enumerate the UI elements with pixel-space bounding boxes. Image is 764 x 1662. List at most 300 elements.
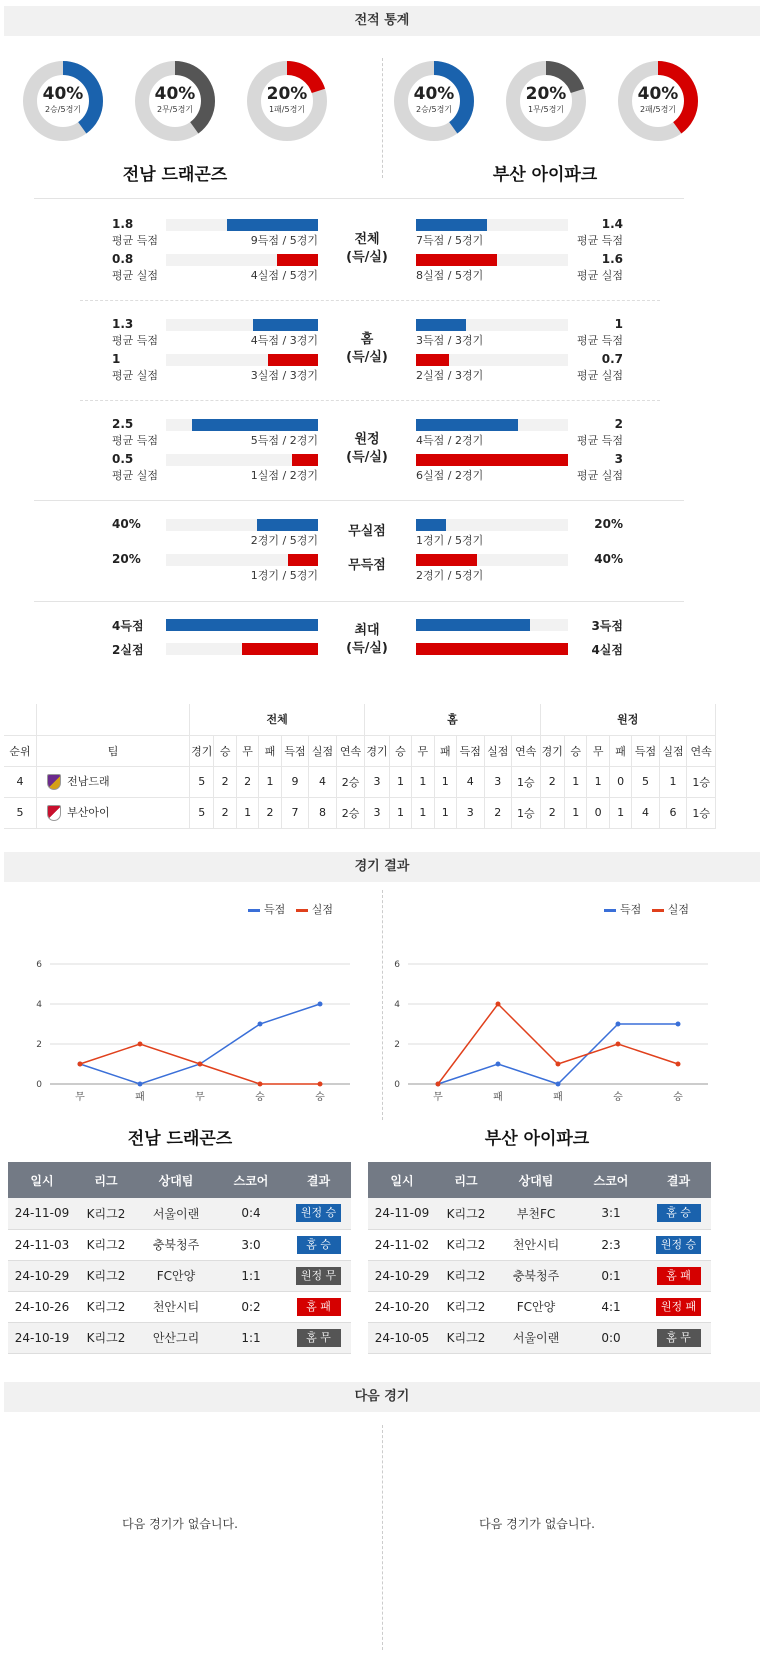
standings-cell: 3 [365, 797, 389, 828]
result-score: 0:0 [576, 1322, 646, 1353]
away-goals-line-chart [388, 950, 718, 1110]
y-tick-label: 0 [394, 1080, 400, 1090]
right-bar-fill [416, 254, 497, 266]
result-opp: FC안양 [496, 1291, 576, 1322]
results-col-header: 리그 [76, 1162, 136, 1198]
left-label: 평균 실점 [112, 469, 159, 482]
left-bar-fill [192, 419, 318, 431]
donut-record: 1패/5경기 [268, 105, 306, 114]
y-tick-label: 0 [36, 1080, 42, 1090]
results-row [368, 1291, 711, 1322]
right-detail: 6실점 / 2경기 [416, 469, 484, 482]
data-point-scored [258, 1022, 263, 1027]
standings-col-header: 패 [434, 735, 456, 766]
standings-team [37, 766, 190, 797]
standings-col-header: 무 [236, 735, 258, 766]
result-score: 0:4 [216, 1198, 286, 1229]
right-bar-fill [416, 319, 466, 331]
data-point-scored [318, 1002, 323, 1007]
standings-col-header: 팀 [37, 735, 190, 766]
team-crest-icon [47, 774, 61, 790]
data-point-conceded [676, 1062, 681, 1067]
standings-col-header: 무 [587, 735, 609, 766]
standings-col-header: 승 [214, 735, 236, 766]
standings-cell: 3 [457, 797, 485, 828]
left-bar-fill [288, 554, 318, 566]
y-tick-label: 6 [36, 960, 42, 970]
standings-col-header: 연속 [687, 735, 716, 766]
result-score: 0:1 [576, 1260, 646, 1291]
result-league: K리그2 [76, 1198, 136, 1229]
donut-chart [615, 58, 701, 144]
x-tick-label: 패 [135, 1092, 145, 1103]
left-bar-track [166, 619, 318, 631]
separator [34, 500, 684, 501]
right-bar-fill [416, 354, 449, 366]
standings-cell: 1 [609, 797, 631, 828]
right-detail: 8실점 / 5경기 [416, 269, 484, 282]
x-tick-label: 패 [493, 1092, 503, 1103]
left-detail: 5득점 / 2경기 [250, 434, 318, 447]
left-bar-fill [242, 643, 318, 655]
right-label: 평균 득점 [576, 434, 623, 447]
result-badge: 원정 승 [296, 1204, 341, 1222]
result-badge: 원정 패 [656, 1298, 701, 1316]
result-score: 1:1 [216, 1260, 286, 1291]
donut-percent: 40% [637, 84, 679, 104]
result-score: 3:0 [216, 1229, 286, 1260]
right-value: 0.7 [601, 352, 623, 366]
left-value: 40% [112, 517, 141, 531]
standings-rank: 5 [4, 797, 37, 828]
data-point-scored [496, 1062, 501, 1067]
donut-chart [20, 58, 106, 144]
section-header-next: 다음 경기 [4, 1382, 760, 1412]
donut-chart [391, 58, 477, 144]
standings-group-0: 전체 [190, 704, 365, 735]
result-badge: 홈 무 [297, 1329, 341, 1347]
left-detail: 4실점 / 5경기 [250, 269, 318, 282]
left-bar-track [166, 454, 318, 466]
standings-group-1: 홈 [365, 704, 540, 735]
results-col-header: 스코어 [576, 1162, 646, 1198]
left-bar-track [166, 419, 318, 431]
data-point-conceded [616, 1042, 621, 1047]
left-label: 평균 득점 [112, 334, 159, 347]
standings-cell: 1승 [512, 797, 541, 828]
donut-record: 2승/5경기 [44, 105, 82, 114]
result-outcome [646, 1291, 711, 1322]
result-badge: 홈 승 [297, 1236, 341, 1254]
away-results-title: 부산 아이파크 [484, 1129, 590, 1149]
x-tick-label: 승 [315, 1092, 325, 1103]
results-header-row [8, 1162, 351, 1198]
left-bar-track [166, 319, 318, 331]
y-tick-label: 4 [36, 1000, 42, 1010]
standings-cell: 8 [309, 797, 337, 828]
results-col-header: 상대팀 [496, 1162, 576, 1198]
result-badge: 원정 무 [296, 1267, 341, 1285]
standings-col-header: 패 [609, 735, 631, 766]
result-opp: 부천FC [496, 1198, 576, 1229]
data-point-scored [676, 1022, 681, 1027]
standings-cell: 1 [389, 797, 411, 828]
result-league: K리그2 [76, 1260, 136, 1291]
right-bar-track [416, 554, 568, 566]
center-label: 전체 [354, 232, 380, 247]
standings-group-row [4, 704, 716, 735]
result-league: K리그2 [76, 1322, 136, 1353]
center-label: (득/실) [346, 450, 388, 465]
right-value: 2 [614, 417, 623, 431]
donut-chart [503, 58, 589, 144]
standings-col-header: 연속 [512, 735, 541, 766]
result-outcome [286, 1229, 351, 1260]
results-row [368, 1322, 711, 1353]
center-label: 홈 [360, 332, 374, 347]
left-detail: 4득점 / 3경기 [250, 334, 318, 347]
standings-col-header: 승 [389, 735, 411, 766]
standings-cell: 1 [389, 766, 411, 797]
right-value: 20% [594, 517, 623, 531]
result-opp: 서울이랜 [496, 1322, 576, 1353]
team-crest-icon [47, 805, 61, 821]
result-opp: 충북청주 [496, 1260, 576, 1291]
x-tick-label: 무 [433, 1092, 443, 1103]
data-point-conceded [198, 1062, 203, 1067]
left-bar-fill [257, 519, 318, 531]
left-bar-track [166, 554, 318, 566]
x-tick-label: 승 [673, 1092, 683, 1103]
right-bar-track [416, 254, 568, 266]
right-bar-fill [416, 643, 568, 655]
result-outcome [286, 1291, 351, 1322]
right-bar-fill [416, 219, 487, 231]
standings-cell: 1 [434, 797, 456, 828]
donut-percent: 40% [154, 84, 196, 104]
standings-cell: 1 [259, 766, 281, 797]
standings-cell: 2 [540, 797, 564, 828]
right-bar-track [416, 619, 568, 631]
left-bar-fill [292, 454, 318, 466]
right-bar-track [416, 354, 568, 366]
left-label: 평균 득점 [112, 434, 159, 447]
left-bar-track [166, 354, 318, 366]
y-tick-label: 4 [394, 1000, 400, 1010]
standings-cell: 1 [659, 766, 687, 797]
separator [34, 601, 684, 602]
result-league: K리그2 [76, 1291, 136, 1322]
center-label: (득/실) [346, 641, 388, 656]
x-tick-label: 승 [255, 1092, 265, 1103]
home-results-table [8, 1162, 351, 1354]
result-outcome [646, 1229, 711, 1260]
x-tick-label: 무 [75, 1092, 85, 1103]
right-bar-fill [416, 419, 518, 431]
left-bar-track [166, 519, 318, 531]
result-badge: 홈 패 [297, 1298, 341, 1316]
standings-cell: 3 [365, 766, 389, 797]
results-col-header: 리그 [436, 1162, 496, 1198]
standings-col-header: 패 [259, 735, 281, 766]
results-col-header: 결과 [286, 1162, 351, 1198]
right-value: 1.6 [601, 252, 623, 266]
legend-scored: 득점 [264, 903, 286, 916]
result-date: 24-11-03 [8, 1229, 76, 1260]
left-value: 0.8 [112, 252, 134, 266]
legend-conceded: 실점 [667, 903, 690, 916]
y-tick-label: 2 [36, 1040, 42, 1050]
standings-col-header: 순위 [4, 735, 37, 766]
right-value: 1 [614, 317, 623, 331]
legend-swatch-scored [248, 909, 260, 912]
result-score: 0:2 [216, 1291, 286, 1322]
donut-percent: 40% [42, 84, 84, 104]
left-value: 4득점 [112, 619, 144, 633]
result-league: K리그2 [436, 1291, 496, 1322]
left-value: 2실점 [112, 643, 144, 657]
standings-cell: 1 [434, 766, 456, 797]
left-bar-track [166, 643, 318, 655]
standings-cell: 3 [484, 766, 512, 797]
result-date: 24-10-29 [8, 1260, 76, 1291]
result-score: 3:1 [576, 1198, 646, 1229]
left-detail: 2경기 / 5경기 [250, 534, 318, 547]
left-value: 1 [112, 352, 121, 366]
result-score: 4:1 [576, 1291, 646, 1322]
away-results-table [368, 1162, 711, 1354]
home-results-title: 전남 드래곤즈 [127, 1129, 233, 1149]
standings-cell: 4 [309, 766, 337, 797]
center-label: (득/실) [346, 250, 388, 265]
result-outcome [286, 1198, 351, 1229]
right-value: 3 [614, 452, 623, 466]
away-team-title: 부산 아이파크 [492, 165, 598, 185]
results-row [8, 1229, 351, 1260]
left-bar-fill [268, 354, 318, 366]
donut-percent: 20% [525, 84, 567, 104]
chart-legend-home [248, 901, 333, 917]
right-bar-fill [416, 519, 446, 531]
standings-table [4, 704, 716, 829]
results-row [8, 1322, 351, 1353]
right-detail: 4득점 / 2경기 [416, 434, 484, 447]
standings-col-header: 승 [565, 735, 587, 766]
right-label: 평균 득점 [576, 334, 623, 347]
divider [382, 890, 383, 1120]
section-header-stats: 전적 통계 [4, 6, 760, 36]
right-detail: 2실점 / 3경기 [416, 369, 484, 382]
separator [34, 198, 684, 199]
data-point-conceded [318, 1082, 323, 1087]
standings-cell: 0 [587, 797, 609, 828]
standings-cell: 2승 [336, 797, 365, 828]
standings-cell: 1 [587, 766, 609, 797]
results-row [368, 1198, 711, 1229]
section-header-results: 경기 결과 [4, 852, 760, 882]
standings-col-header: 득점 [281, 735, 309, 766]
donut-record: 1무/5경기 [527, 105, 565, 114]
result-badge: 원정 승 [656, 1236, 701, 1254]
result-league: K리그2 [436, 1198, 496, 1229]
standings-row [4, 797, 716, 828]
left-value: 0.5 [112, 452, 134, 466]
left-label: 평균 득점 [112, 234, 159, 247]
data-point-scored [556, 1082, 561, 1087]
y-tick-label: 6 [394, 960, 400, 970]
standings-rank: 4 [4, 766, 37, 797]
left-bar-fill [277, 254, 318, 266]
left-detail: 1경기 / 5경기 [250, 569, 318, 582]
standings-cell: 2 [540, 766, 564, 797]
result-date: 24-10-26 [8, 1291, 76, 1322]
right-bar-track [416, 519, 568, 531]
standings-cell: 1 [412, 766, 434, 797]
standings-col-header: 경기 [190, 735, 214, 766]
standings-col-header: 실점 [659, 735, 687, 766]
standings-empty-cell [4, 704, 37, 735]
left-bar-track [166, 254, 318, 266]
result-opp: 천안시티 [136, 1291, 216, 1322]
standings-col-header: 경기 [365, 735, 389, 766]
results-header-row [368, 1162, 711, 1198]
x-tick-label: 패 [553, 1092, 563, 1103]
left-bar-track [166, 219, 318, 231]
left-value: 1.8 [112, 217, 134, 231]
left-detail: 9득점 / 5경기 [250, 234, 318, 247]
right-bar-fill [416, 619, 530, 631]
left-detail: 1실점 / 2경기 [250, 469, 318, 482]
right-bar-track [416, 219, 568, 231]
result-date: 24-10-05 [368, 1322, 436, 1353]
donut-record: 2패/5경기 [639, 105, 677, 114]
left-detail: 3실점 / 3경기 [250, 369, 318, 382]
left-bar-fill [227, 219, 318, 231]
standings-header-row [4, 735, 716, 766]
standings-col-header: 경기 [540, 735, 564, 766]
right-label: 평균 실점 [576, 469, 623, 482]
data-point-conceded [436, 1082, 441, 1087]
standings-cell: 5 [190, 766, 214, 797]
standings-col-header: 실점 [309, 735, 337, 766]
results-col-header: 결과 [646, 1162, 711, 1198]
result-opp: 천안시티 [496, 1229, 576, 1260]
results-col-header: 일시 [8, 1162, 76, 1198]
right-bar-fill [416, 554, 477, 566]
standings-col-header: 실점 [484, 735, 512, 766]
left-bar-fill [166, 619, 318, 631]
data-point-scored [138, 1082, 143, 1087]
standings-cell: 4 [457, 766, 485, 797]
result-opp: 충북청주 [136, 1229, 216, 1260]
result-opp: FC안양 [136, 1260, 216, 1291]
away-no-next-match: 다음 경기가 없습니다. [479, 1517, 595, 1531]
donut-record: 2승/5경기 [415, 105, 453, 114]
result-badge: 홈 무 [657, 1329, 701, 1347]
result-outcome [286, 1260, 351, 1291]
legend-swatch-conceded [296, 909, 308, 912]
right-bar-fill [416, 454, 568, 466]
standings-cell: 2 [214, 766, 236, 797]
separator [80, 400, 660, 401]
right-value: 3득점 [591, 619, 623, 633]
divider [382, 58, 383, 178]
right-label: 평균 실점 [576, 369, 623, 382]
standings-cell: 7 [281, 797, 309, 828]
team-name: 전남드래 [67, 775, 110, 788]
donut-percent: 20% [266, 84, 308, 104]
chart-legend-away [604, 901, 689, 917]
result-date: 24-11-09 [8, 1198, 76, 1229]
right-value: 1.4 [601, 217, 623, 231]
data-point-conceded [138, 1042, 143, 1047]
standings-cell: 2 [484, 797, 512, 828]
standings-cell: 1 [412, 797, 434, 828]
standings-group-2: 원정 [540, 704, 715, 735]
data-point-scored [616, 1022, 621, 1027]
right-bar-track [416, 643, 568, 655]
result-league: K리그2 [436, 1229, 496, 1260]
standings-cell: 5 [632, 766, 660, 797]
results-col-header: 상대팀 [136, 1162, 216, 1198]
standings-cell: 1 [236, 797, 258, 828]
standings-cell: 6 [659, 797, 687, 828]
center-label: 무실점 [348, 524, 386, 539]
result-score: 1:1 [216, 1322, 286, 1353]
legend-conceded: 실점 [311, 903, 334, 916]
results-row [8, 1260, 351, 1291]
center-label: 최대 [354, 623, 380, 638]
donut-percent: 40% [413, 84, 455, 104]
data-point-conceded [556, 1062, 561, 1067]
standings-cell: 1승 [512, 766, 541, 797]
result-badge: 홈 승 [657, 1204, 701, 1222]
donut-chart [132, 58, 218, 144]
legend-swatch-conceded [652, 909, 664, 912]
standings-col-header: 득점 [632, 735, 660, 766]
standings-col-header: 득점 [457, 735, 485, 766]
center-label: 무득점 [348, 558, 386, 573]
standings-cell: 2승 [336, 766, 365, 797]
standings-empty-cell [37, 704, 190, 735]
right-detail: 1경기 / 5경기 [416, 534, 484, 547]
y-tick-label: 2 [394, 1040, 400, 1050]
right-detail: 2경기 / 5경기 [416, 569, 484, 582]
right-value: 4실점 [591, 643, 623, 657]
center-label: (득/실) [346, 350, 388, 365]
donut-chart [244, 58, 330, 144]
donut-record: 2무/5경기 [156, 105, 194, 114]
result-date: 24-10-20 [368, 1291, 436, 1322]
result-league: K리그2 [436, 1322, 496, 1353]
right-bar-track [416, 319, 568, 331]
data-point-conceded [258, 1082, 263, 1087]
standings-team [37, 797, 190, 828]
results-col-header: 스코어 [216, 1162, 286, 1198]
standings-cell: 5 [190, 797, 214, 828]
x-tick-label: 승 [613, 1092, 623, 1103]
left-value: 1.3 [112, 317, 134, 331]
right-bar-track [416, 454, 568, 466]
home-team-title: 전남 드래곤즈 [122, 165, 228, 185]
left-label: 평균 실점 [112, 269, 159, 282]
result-outcome [646, 1260, 711, 1291]
results-row [8, 1198, 351, 1229]
result-date: 24-10-29 [368, 1260, 436, 1291]
result-outcome [286, 1322, 351, 1353]
left-label: 평균 실점 [112, 369, 159, 382]
standings-cell: 9 [281, 766, 309, 797]
